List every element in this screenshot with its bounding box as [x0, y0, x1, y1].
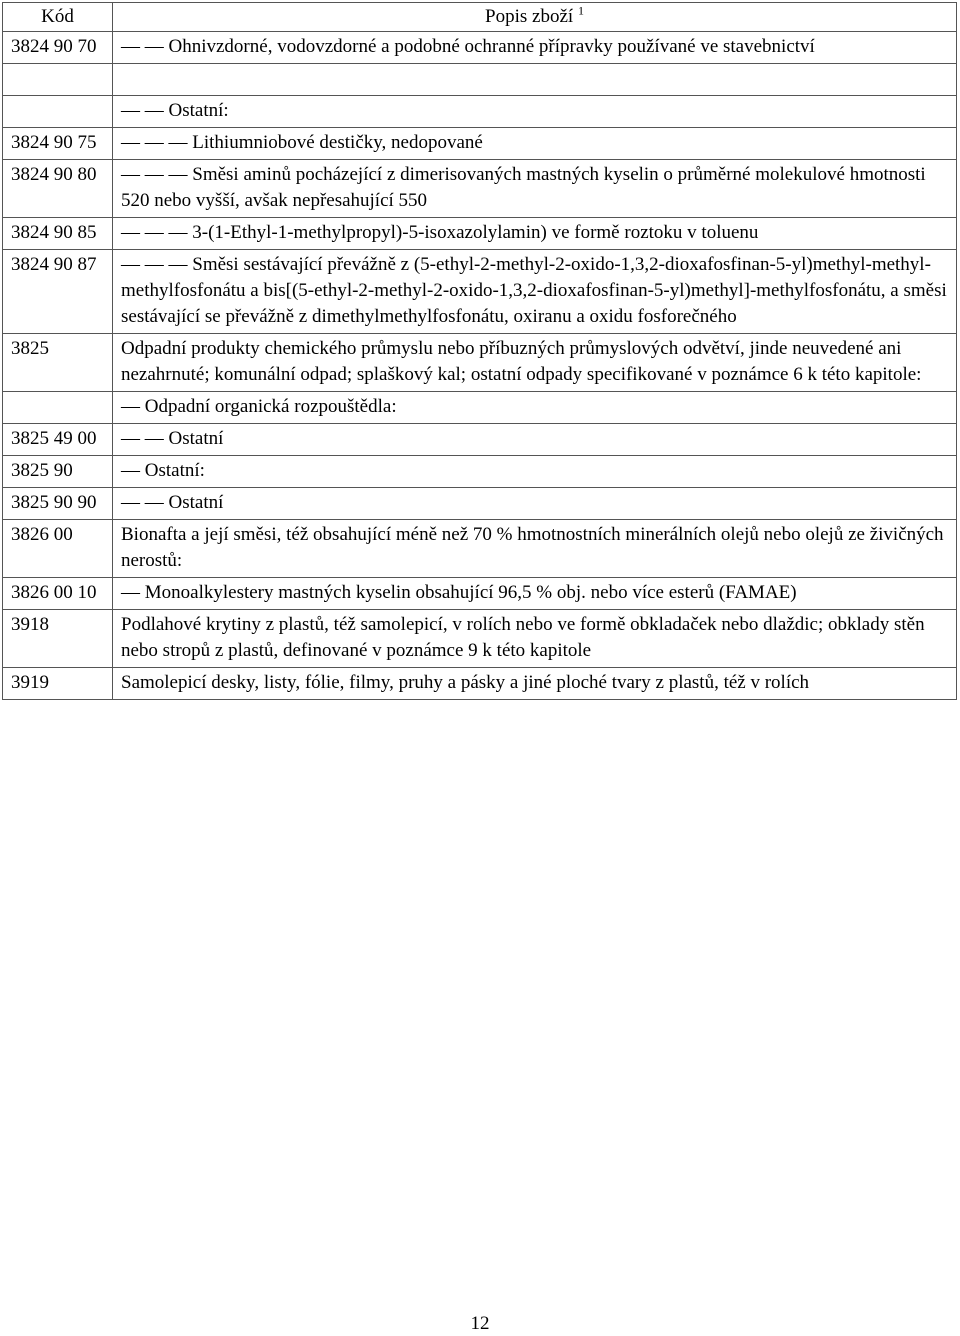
description-cell: — — Ostatní	[113, 424, 957, 456]
table-row	[3, 488, 957, 520]
code-cell	[3, 64, 113, 96]
page-number: 12	[470, 1313, 490, 1334]
description-cell: — — Ostatní	[113, 488, 957, 520]
table-row	[3, 96, 957, 128]
code-cell: 3826 00 10	[3, 578, 113, 610]
table-body	[3, 32, 957, 700]
code-cell: 3825 49 00	[3, 424, 113, 456]
code-header-label: Kód	[41, 6, 74, 27]
footnote-marker: 1	[577, 3, 584, 18]
code-cell: 3826 00	[3, 520, 113, 578]
code-cell: 3824 90 80	[3, 160, 113, 218]
description-cell: — — — 3-(1-Ethyl-1-methylpropyl)-5-isoxazolylamin) ve formě roztoku v toluenu	[113, 218, 957, 250]
description-header-label: Popis zboží	[485, 6, 574, 27]
code-cell: 3918	[3, 610, 113, 668]
table-row	[3, 456, 957, 488]
table-row	[3, 250, 957, 334]
code-cell: 3824 90 70	[3, 32, 113, 64]
table-row	[3, 424, 957, 456]
table-header	[3, 3, 957, 32]
code-cell: 3824 90 75	[3, 128, 113, 160]
table-row	[3, 218, 957, 250]
description-column-header	[113, 3, 957, 32]
code-cell	[3, 96, 113, 128]
description-cell: Podlahové krytiny z plastů, též samolepicí, v rolích nebo ve formě obkladaček nebo dlaždic; obklady stěn nebo stropů z plastů, definované v poznámce 9 k této kapitole	[113, 610, 957, 668]
description-cell: Samolepicí desky, listy, fólie, filmy, pruhy a pásky a jiné ploché tvary z plastů, též v rolích	[113, 668, 957, 700]
code-cell: 3824 90 85	[3, 218, 113, 250]
table-row	[3, 160, 957, 218]
tariff-table	[2, 2, 957, 700]
table-row	[3, 334, 957, 392]
code-column-header	[3, 3, 113, 32]
description-cell: — Ostatní:	[113, 456, 957, 488]
code-cell	[3, 392, 113, 424]
code-cell: 3825 90 90	[3, 488, 113, 520]
table-row	[3, 64, 957, 96]
description-cell	[113, 64, 957, 96]
table-row	[3, 520, 957, 578]
table-row	[3, 668, 957, 700]
code-cell: 3919	[3, 668, 113, 700]
description-cell: Odpadní produkty chemického průmyslu nebo příbuzných průmyslových odvětví, jinde neuvedené ani nezahrnuté; komunální odpad; splaškový kal; ostatní odpady specifikované v poznámce 6 k této kapitole:	[113, 334, 957, 392]
description-cell: — — Ohnivzdorné, vodovzdorné a podobné ochranné přípravky používané ve stavebnictví	[113, 32, 957, 64]
code-cell: 3825	[3, 334, 113, 392]
code-cell: 3825 90	[3, 456, 113, 488]
header-row	[3, 3, 957, 32]
table-row	[3, 578, 957, 610]
description-cell: — — — Lithiumniobové destičky, nedopované	[113, 128, 957, 160]
description-cell: — Odpadní organická rozpouštědla:	[113, 392, 957, 424]
description-cell: — — Ostatní:	[113, 96, 957, 128]
table-row	[3, 128, 957, 160]
description-cell: Bionafta a její směsi, též obsahující méně než 70 % hmotnostních minerálních olejů nebo olejů ze živičných nerostů:	[113, 520, 957, 578]
table-row	[3, 610, 957, 668]
description-cell: — — — Směsi sestávající převážně z (5-ethyl-2-methyl-2-oxido-1,3,2-dioxafosfinan-5-yl)methyl-methyl-methylfosfonátu a bis[(5-ethyl-2-methyl-2-oxido-1,3,2-dioxafosfinan-5-yl)methyl]-methylfosfonátu, a směsi sestávající se převážně z dimethylmethylfosfonátu, oxiranu a oxidu fosforečného	[113, 250, 957, 334]
description-cell: — Monoalkylestery mastných kyselin obsahující 96,5 % obj. nebo více esterů (FAMAE)	[113, 578, 957, 610]
code-cell: 3824 90 87	[3, 250, 113, 334]
table-row	[3, 392, 957, 424]
table-row	[3, 32, 957, 64]
description-cell: — — — Směsi aminů pocházející z dimerisovaných mastných kyselin o průměrné molekulové hmotnosti 520 nebo vyšší, avšak nepřesahující 550	[113, 160, 957, 218]
